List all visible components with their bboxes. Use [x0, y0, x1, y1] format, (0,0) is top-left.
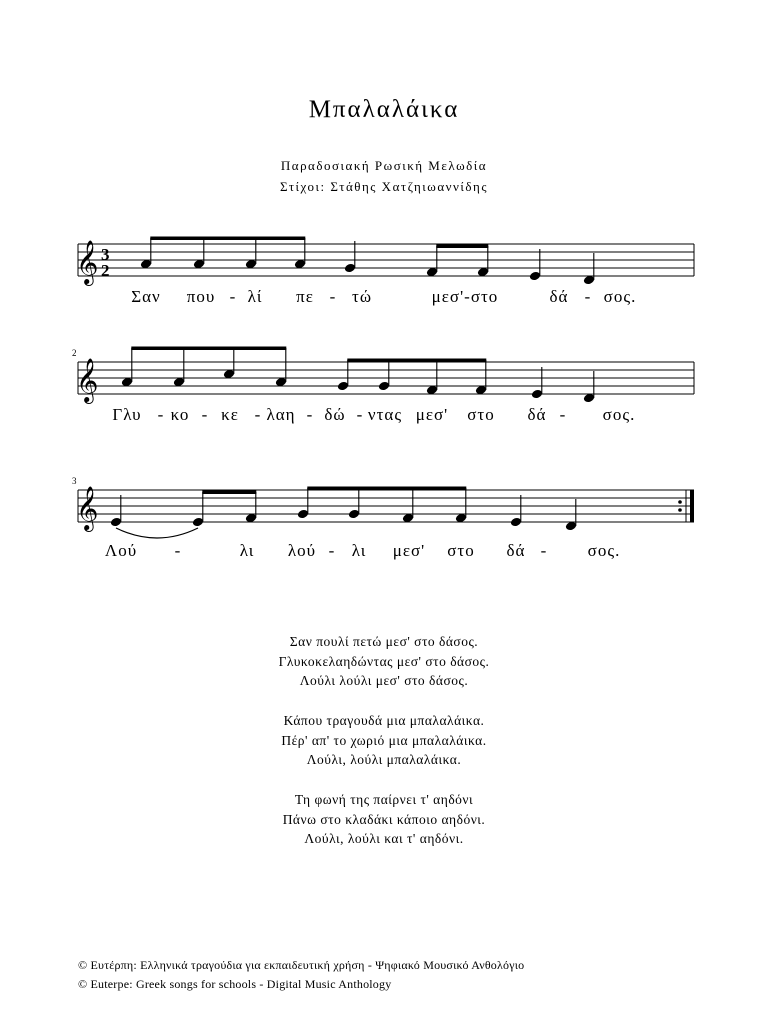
- lyric-syllable: -: [306, 405, 314, 424]
- lyric-syllable: λαη: [266, 405, 296, 424]
- lyric-syllable: -: [229, 287, 237, 306]
- lyric-syllable: λί: [247, 287, 263, 306]
- measure-number-2: 2: [72, 348, 77, 358]
- tie-arc: [116, 528, 198, 538]
- lyric-syllable: Λού: [104, 541, 138, 560]
- stanza-line: Τη φωνή της παίρνει τ' αηδόνι: [294, 792, 474, 807]
- footer-english: © Euterpe: Greek songs for schools - Digital Music Anthology: [78, 977, 392, 991]
- lyric-syllable: λι: [351, 541, 367, 560]
- stanza-line: Γλυκοκελαηδώντας μεσ' στο δάσος.: [278, 653, 490, 669]
- lyric-syllable: λι: [239, 541, 255, 560]
- staff-system-2: [0, 346, 768, 431]
- measure-number-3: 3: [72, 476, 77, 486]
- stanza-line: Κάπου τραγουδά μια μπαλαλάικα.: [283, 713, 485, 728]
- lyric-syllable: σος.: [587, 541, 621, 560]
- stanza-line: Πέρ' απ' το χωριό μια μπαλαλάικα.: [281, 732, 487, 748]
- subtitle-origin: Παραδοσιακή Ρωσική Μελωδία: [280, 158, 488, 173]
- lyric-syllable: δώ: [324, 405, 346, 424]
- treble-clef: 𝄞: [76, 486, 99, 530]
- song-title: Μπαλαλάικα: [308, 96, 460, 123]
- stanza-3: [0, 790, 768, 849]
- lyric-syllable: δά: [549, 287, 569, 306]
- footer-greek: © Ευτέρπη: Ελληνικά τραγούδια για εκπαιδευτική χρήση - Ψηφιακό Μουσικό Ανθολόγιο: [78, 958, 525, 972]
- beam: [307, 487, 466, 491]
- stanza-line: Λούλι λούλι μεσ' στο δάσος.: [299, 673, 469, 688]
- staff-system-1: [0, 228, 768, 313]
- lyric-syllable: κο: [170, 405, 190, 424]
- lyric-syllable: -: [559, 405, 567, 424]
- lyric-syllable: σος.: [602, 405, 636, 424]
- lyric-syllable: λού: [287, 541, 317, 560]
- lyric-syllable: δά: [527, 405, 547, 424]
- stanza-line: Πάνω στο κλαδάκι κάποιο αηδόνι.: [282, 811, 486, 827]
- lyric-syllable: -: [201, 405, 209, 424]
- lyric-syllable: -: [540, 541, 548, 560]
- lyric-syllable: τώ: [351, 287, 373, 306]
- lyric-syllable: Γλυ: [112, 405, 142, 424]
- lyric-syllable: που: [186, 287, 216, 306]
- lyric-syllable: -: [157, 405, 165, 424]
- lyric-syllable: Σαν: [131, 287, 161, 306]
- lyric-syllable: στο: [467, 405, 495, 424]
- lyric-syllable: -: [254, 405, 262, 424]
- lyric-syllable: -: [356, 405, 364, 424]
- beam: [131, 347, 286, 351]
- lyric-syllable: μεσ': [392, 541, 426, 560]
- lyric-syllable: δά: [506, 541, 526, 560]
- stanza-1: [0, 632, 768, 691]
- lyric-syllable: σος.: [603, 287, 637, 306]
- time-sig-bottom: 2: [101, 261, 110, 280]
- lyric-syllable: -: [329, 287, 337, 306]
- time-sig-top: 3: [101, 245, 110, 264]
- beam: [347, 359, 486, 363]
- lyric-syllable: κε: [221, 405, 239, 424]
- stanza-2: [0, 711, 768, 770]
- beam: [436, 245, 488, 249]
- lyric-syllable: μεσ': [415, 405, 449, 424]
- beam: [150, 237, 305, 241]
- lyric-syllable: πε: [296, 287, 314, 306]
- lyric-syllable: στο: [447, 541, 475, 560]
- lyric-syllable: ντας: [367, 405, 403, 424]
- staff-system-3: [0, 474, 768, 564]
- subtitle-lyricist: Στίχοι: Στάθης Χατζηιωαννίδης: [280, 179, 488, 194]
- beam: [202, 491, 256, 495]
- lyric-syllable: -: [584, 287, 592, 306]
- stanza-line: Λούλι, λούλι και τ' αηδόνι.: [304, 831, 464, 846]
- treble-clef: 𝄞: [76, 240, 99, 284]
- lyric-syllable: -: [174, 541, 182, 560]
- lyric-syllable: μεσ'-στο: [431, 287, 499, 306]
- stanza-line: Σαν πουλί πετώ μεσ' στο δάσος.: [289, 634, 479, 649]
- lyric-syllable: -: [328, 541, 336, 560]
- stanza-line: Λούλι, λούλι μπαλαλάικα.: [306, 752, 462, 767]
- treble-clef: 𝄞: [76, 358, 99, 402]
